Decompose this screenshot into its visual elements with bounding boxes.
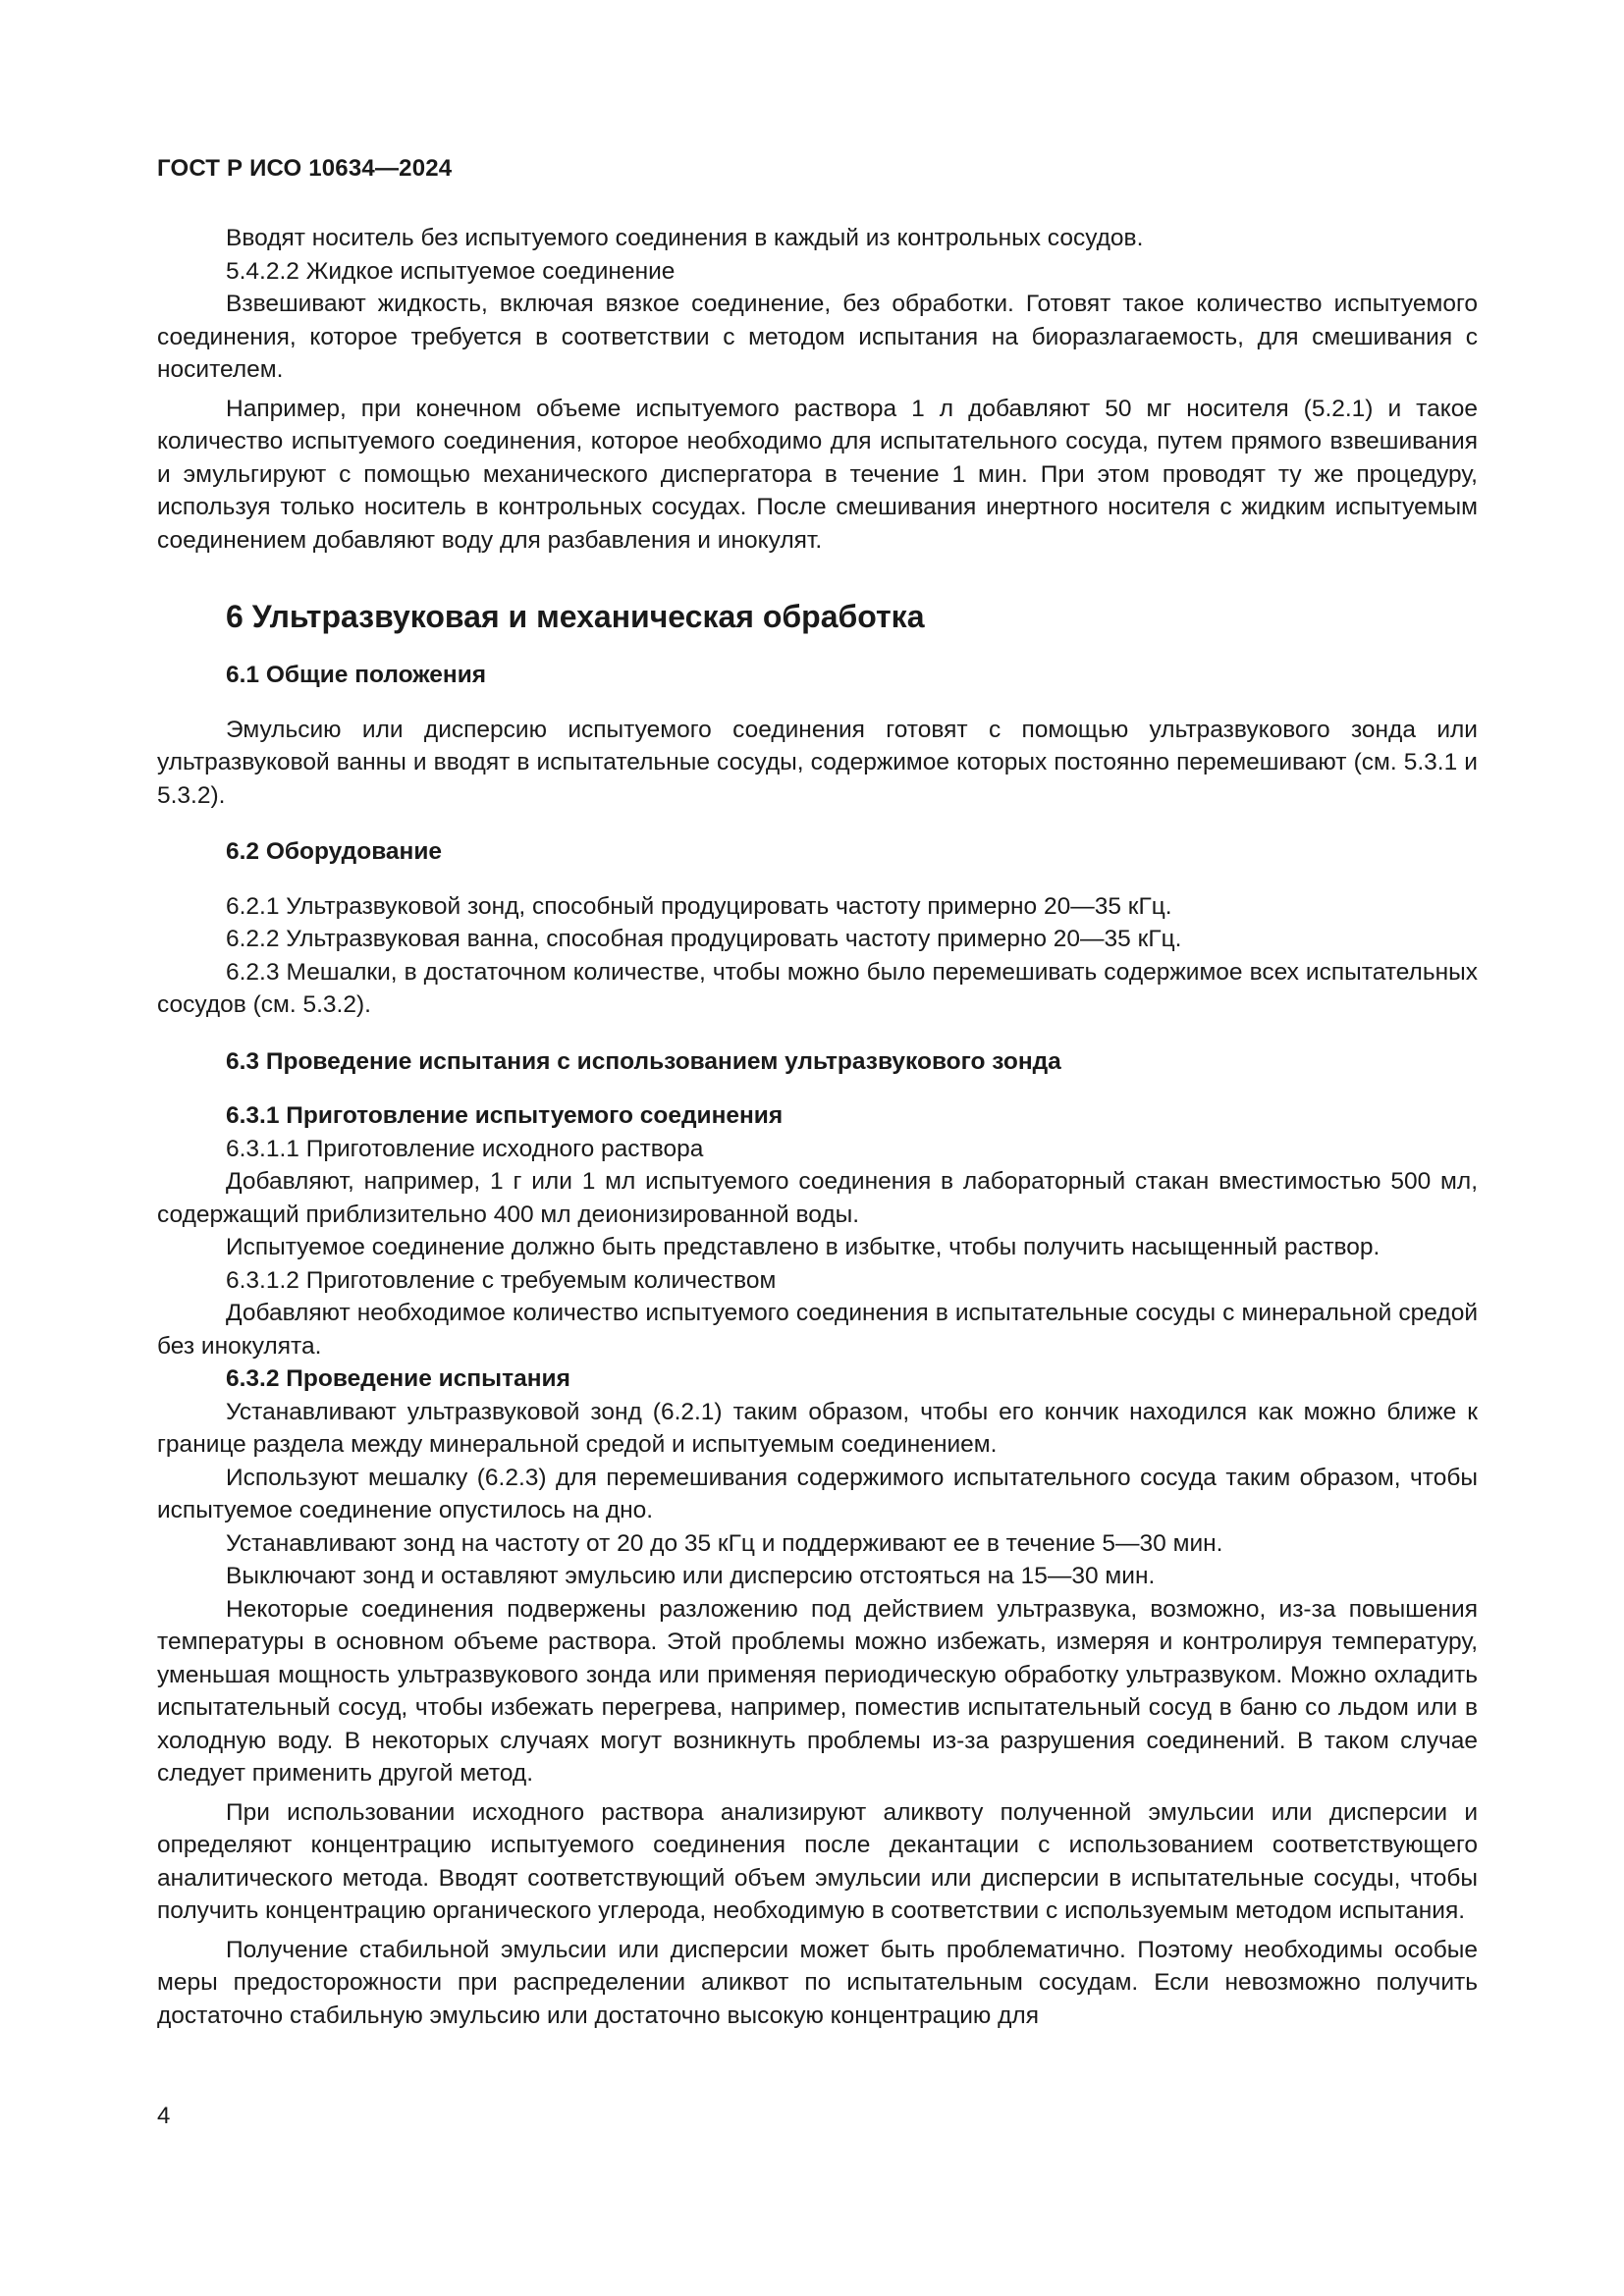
paragraph: Устанавливают ультразвуковой зонд (6.2.1) таким образом, чтобы его кончик находился как можно ближе к границе раздела между минеральной средой и испытуемым соединением. <box>157 1398 1478 1458</box>
subsection-6-1-heading: 6.1 Общие положения <box>226 662 487 688</box>
paragraph: 6.2.2 Ультразвуковая ванна, способная продуцировать частоту примерно 20—35 кГц. <box>226 926 1182 952</box>
paragraph: Например, при конечном объеме испытуемого раствора 1 л добавляют 50 мг носителя (5.2.1) и такое количество испытуемого соединения, которое необходимо для испытательного сосуда, путем прямого взвешивания и эмульгируют с помощью механического диспергатора в течение 1 мин. При этом проводят ту же процедуру, используя только носитель в контрольных сосудах. После смешивания инертного носителя с жидким испытуемым соединением добавляют воду для разбавления и инокулят. <box>157 395 1478 554</box>
subsection-6-3-1-heading: 6.3.1 Приготовление испытуемого соединения <box>226 1102 784 1129</box>
paragraph: Эмульсию или дисперсию испытуемого соединения готовят с помощью ультразвукового зонда или ультразвуковой ванны и вводят в испытательные сосуды, содержимое которых постоянно перемешивают (см. 5.3.1 и 5.3.2). <box>157 716 1478 809</box>
document-body <box>157 222 1478 2032</box>
page-number: 4 <box>157 2103 171 2129</box>
paragraph: Взвешивают жидкость, включая вязкое соединение, без обработки. Готовят такое количество испытуемого соединения, которое требуется в соответствии с методом испытания на биоразлагаемость, для смешивания с носителем. <box>157 291 1478 383</box>
paragraph: Добавляют необходимое количество испытуемого соединения в испытательные сосуды с минеральной средой без инокулята. <box>157 1300 1478 1360</box>
paragraph: 6.2.3 Мешалки, в достаточном количестве, чтобы можно было перемешивать содержимое всех испытательных сосудов (см. 5.3.2). <box>157 958 1478 1018</box>
subsection-6-2-heading: 6.2 Оборудование <box>226 838 443 865</box>
paragraph: Испытуемое соединение должно быть представлено в избытке, чтобы получить насыщенный раствор. <box>226 1234 1380 1260</box>
paragraph: Добавляют, например, 1 г или 1 мл испытуемого соединения в лабораторный стакан вместимостью 500 мл, содержащий приблизительно 400 мл деионизированной воды. <box>157 1168 1478 1228</box>
subsection-6-3-heading: 6.3 Проведение испытания с использованием ультразвукового зонда <box>226 1047 1061 1075</box>
paragraph: Используют мешалку (6.2.3) для перемешивания содержимого испытательного сосуда таким образом, чтобы испытуемое соединение опустилось на дно. <box>157 1464 1478 1523</box>
paragraph: 6.3.1.2 Приготовление с требуемым количеством <box>226 1266 777 1294</box>
paragraph: 6.3.1.1 Приготовление исходного раствора <box>226 1135 704 1162</box>
paragraph: Вводят носитель без испытуемого соединения в каждый из контрольных сосудов. <box>226 225 1144 251</box>
paragraph: Получение стабильной эмульсии или дисперсии может быть проблематично. Поэтому необходимы особые меры предосторожности при распределении аликвот по испытательным сосудам. Если невозможно получить достаточно стабильную эмульсию или достаточно высокую концентрацию для <box>157 1936 1478 2029</box>
paragraph: 6.2.1 Ультразвуковой зонд, способный продуцировать частоту примерно 20—35 кГц. <box>226 892 1172 920</box>
paragraph: При использовании исходного раствора анализируют аликвоту полученной эмульсии или дисперсии и определяют концентрацию испытуемого соединения после декантации с использованием соответствующего аналитического метода. Вводят соответствующий объем эмульсии или дисперсии в испытательные сосуды, чтобы получить концентрацию органического углерода, необходимую в соответствии с используемым методом испытания. <box>157 1798 1478 1924</box>
subsection-6-3-2-heading: 6.3.2 Проведение испытания <box>226 1365 570 1392</box>
paragraph: Устанавливают зонд на частоту от 20 до 35 кГц и поддерживают ее в течение 5—30 мин. <box>226 1529 1223 1557</box>
paragraph: Выключают зонд и оставляют эмульсию или дисперсию отстояться на 15—30 мин. <box>226 1563 1156 1589</box>
paragraph: 5.4.2.2 Жидкое испытуемое соединение <box>226 257 676 285</box>
section-6-heading: 6 Ультразвуковая и механическая обработка <box>226 599 925 634</box>
paragraph: Некоторые соединения подвержены разложению под действием ультразвука, возможно, из-за повышения температуры в основном объеме раствора. Этой проблемы можно избежать, измеряя и контролируя температуру, уменьшая мощность ультразвукового зонда или применяя периодическую обработку ультразвуком. Можно охладить испытательный сосуд, чтобы избежать перегрева, например, поместив испытательный сосуд в баню со льдом или в холодную воду. В некоторых случаях могут возникнуть проблемы из-за разрушения соединений. В таком случае следует применить другой метод. <box>157 1595 1478 1787</box>
document-header: ГОСТ Р ИСО 10634—2024 <box>157 155 453 182</box>
